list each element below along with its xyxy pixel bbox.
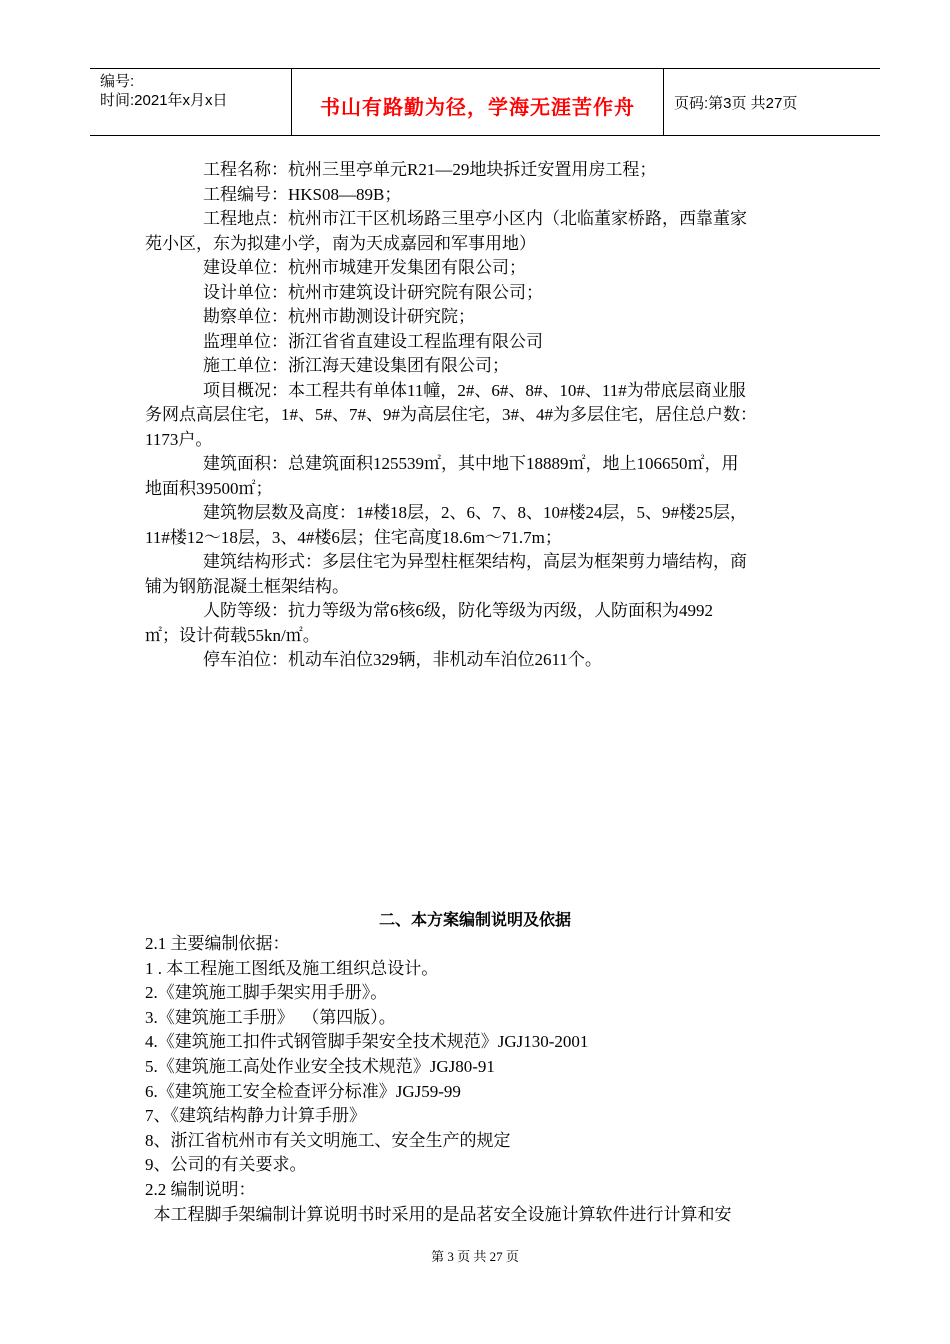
header-motto: 书山有路勤为径，学海无涯苦作舟	[320, 95, 635, 119]
project-line: 建设单位：杭州市城建开发集团有限公司；	[203, 258, 526, 277]
header-motto-cell	[291, 69, 664, 135]
project-line: 建筑物层数及高度：1#楼18层，2、6、7、8、10#楼24层，5、9#楼25层，	[203, 503, 747, 522]
project-line: 11#楼12～18层，3、4#楼6层；住宅高度18.6m～71.7m；	[145, 527, 562, 547]
project-line: 工程名称：杭州三里亭单元R21—29地块拆迁安置用房工程；	[203, 160, 657, 179]
document-time-label: 时间:2021年x月x日	[100, 92, 228, 109]
project-line: ㎡；设计荷载55kn/㎡。	[145, 625, 320, 645]
basis-line: 3.《建筑施工手册》 （第四版）。	[145, 1007, 396, 1027]
project-line: 1173户。	[145, 429, 213, 449]
basis-line: 2.1 主要编制依据：	[145, 934, 290, 953]
basis-line: 7、《建筑结构静力计算手册》	[145, 1106, 366, 1126]
page-footer: 第 3 页 共 27 页	[431, 1249, 519, 1264]
section-2-title: 二、本方案编制说明及依据	[378, 910, 571, 929]
basis-line: 5.《建筑施工高处作业安全技术规范》JGJ80-91	[145, 1056, 495, 1076]
header-right-cell	[664, 69, 880, 135]
project-line: 监理单位：浙江省省直建设工程监理有限公司	[203, 331, 543, 351]
page-header	[90, 68, 880, 136]
project-line: 苑小区，东为拟建小学，南为天成嘉园和军事用地）	[145, 233, 536, 253]
basis-line: 9、公司的有关要求。	[145, 1155, 307, 1175]
project-line: 人防等级：抗力等级为常6核6级，防化等级为丙级，人防面积为4992	[203, 601, 713, 620]
project-line: 务网点高层住宅，1#、5#、7#、9#为高层住宅，3#、4#为多层住宅，居住总户数：	[145, 405, 757, 424]
project-info-block	[145, 158, 845, 673]
basis-line: 8、浙江省杭州市有关文明施工、安全生产的规定	[145, 1130, 511, 1150]
project-line: 地面积39500㎡；	[145, 478, 273, 498]
basis-line: 6.《建筑施工安全检查评分标准》JGJ59-99	[145, 1081, 461, 1101]
basis-line: 2.《建筑施工脚手架实用手册》。	[145, 983, 388, 1003]
basis-line: 1 . 本工程施工图纸及施工组织总设计。	[145, 958, 439, 978]
project-line: 设计单位：杭州市建筑设计研究院有限公司；	[203, 282, 543, 302]
basis-line: 4.《建筑施工扣件式钢管脚手架安全技术规范》JGJ130-2001	[145, 1032, 589, 1052]
project-line: 建筑面积：总建筑面积125539㎡，其中地下18889㎡，地上106650㎡，用	[203, 454, 739, 473]
project-line: 建筑结构形式：多层住宅为异型柱框架结构，高层为框架剪力墙结构，商	[203, 552, 747, 571]
project-line: 铺为钢筋混凝土框架结构。	[145, 576, 349, 596]
section-2-content	[145, 932, 845, 1227]
project-line: 项目概况：本工程共有单体11幢，2#、6#、8#、10#、11#为带底层商业服	[203, 380, 746, 400]
project-line: 工程地点：杭州市江干区机场路三里亭小区内（北临董家桥路，西靠董家	[203, 209, 747, 228]
project-line: 施工单位：浙江海天建设集团有限公司；	[203, 356, 509, 375]
document-number-label: 编号:	[100, 73, 135, 90]
project-line: 工程编号：HKS08—89B；	[203, 184, 402, 204]
header-left-cell	[90, 69, 291, 135]
basis-line: 2.2 编制说明：	[145, 1179, 256, 1199]
project-line: 停车泊位：机动车泊位329辆，非机动车泊位2611个。	[203, 650, 602, 669]
header-page-label: 页码:第3页 共27页	[674, 95, 798, 112]
basis-line: 本工程脚手架编制计算说明书时采用的是品茗安全设施计算软件进行计算和安	[145, 1204, 732, 1224]
project-line: 勘察单位：杭州市勘测设计研究院；	[203, 307, 475, 326]
